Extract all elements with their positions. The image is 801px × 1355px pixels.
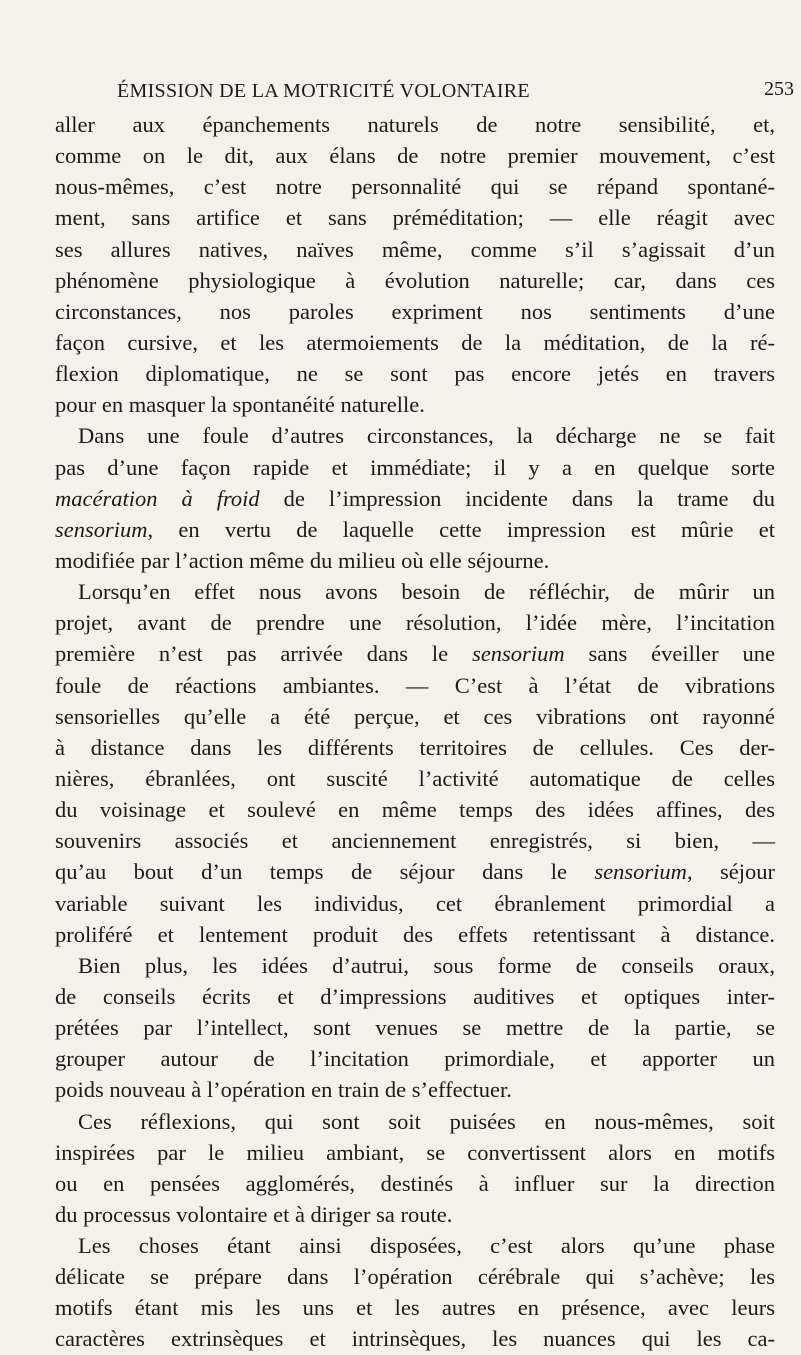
text-segment: aller aux épanchements naturels de notre sensibilité, et,: [55, 112, 775, 137]
text-line: [55, 919, 775, 950]
text-segment: nous-mêmes, c’est notre personnalité qui se répand spontané-: [55, 174, 775, 200]
text-line: [55, 1012, 775, 1043]
text-segment: pour en masquer la spontanéité naturelle.: [55, 392, 425, 418]
text-line: [55, 327, 775, 358]
text-line: [55, 1261, 775, 1292]
text-line: [55, 1199, 775, 1230]
text-segment: grouper autour de l’incitation primordiale, et apporter un: [55, 1046, 775, 1072]
text-segment: à distance dans les différents territoires de cellules. Ces der-: [55, 734, 775, 760]
italic-term: sensorium: [472, 641, 565, 667]
text-line: [55, 950, 775, 981]
text-line: [55, 856, 775, 887]
text-segment: circonstances, nos paroles expriment nos sentiments d’une: [55, 298, 775, 324]
text-segment: prétées par l’intellect, sont venues se mettre de la partie, se: [55, 1015, 775, 1041]
text-segment: poids nouveau à l’opération en train de s’effectuer.: [55, 1077, 512, 1103]
text-segment: qu’au bout d’un temps de séjour dans le: [55, 859, 595, 885]
text-segment: , séjour: [686, 859, 775, 885]
text-line: [55, 140, 775, 171]
text-line: [55, 701, 775, 732]
text-line: [55, 1137, 775, 1168]
text-line: [55, 202, 775, 233]
text-line: [55, 1292, 775, 1323]
text-segment: motifs étant mis les uns et les autres en présence, avec leurs: [55, 1295, 775, 1321]
text-segment: inspirées par le milieu ambiant, se convertissent alors en motifs: [55, 1139, 775, 1165]
text-segment: du voisinage et soulevé en même temps des idées affines, des: [55, 797, 775, 823]
text-segment: façon cursive, et les atermoiements de la méditation, de la ré-: [55, 329, 775, 355]
text-segment: Bien plus, les idées d’autrui, sous forme de conseils oraux,: [78, 952, 775, 978]
text-segment: ou en pensées agglomérés, destinés à influer sur la direction: [55, 1170, 775, 1196]
text-line: [55, 981, 775, 1012]
text-segment: nières, ébranlées, ont suscité l’activité automatique de celles: [55, 765, 775, 791]
text-line: [55, 1323, 775, 1354]
text-segment: comme on le dit, aux élans de notre premier mouvement, c’est: [55, 143, 775, 169]
text-segment: caractères extrinsèques et intrinsèques, les nuances qui les ca-: [55, 1326, 775, 1352]
text-line: [55, 420, 775, 451]
text-line: [55, 825, 775, 856]
text-line: [55, 794, 775, 825]
text-segment: flexion diplomatique, ne se sont pas encore jetés en travers: [55, 361, 775, 387]
text-line: [55, 389, 775, 420]
text-segment: de l’impression incidente dans la trame du: [259, 485, 776, 511]
text-segment: sans éveiller une: [564, 641, 775, 667]
text-line: [55, 265, 775, 296]
text-line: [55, 576, 775, 607]
text-segment: Ces réflexions, qui sont soit puisées en nous-mêmes, soit: [78, 1108, 775, 1134]
text-line: [55, 1230, 775, 1261]
text-segment: projet, avant de prendre une résolution, l’idée mère, l’incitation: [55, 610, 775, 636]
text-line: [55, 732, 775, 763]
text-segment: Dans une foule d’autres circonstances, la décharge ne se fait: [78, 423, 775, 449]
text-segment: du processus volontaire et à diriger sa route.: [55, 1201, 453, 1227]
text-line: [55, 483, 775, 514]
text-line: [55, 109, 775, 140]
text-segment: foule de réactions ambiantes. — C’est à l’état de vibrations: [55, 672, 775, 698]
text-segment: , en vertu de laquelle cette impression est mûrie et: [147, 516, 775, 542]
body-text: [55, 109, 775, 1355]
text-line: [55, 1074, 775, 1105]
text-line: [55, 888, 775, 919]
text-line: [55, 1043, 775, 1074]
text-segment: délicate se prépare dans l’opération cérébrale qui s’achève; les: [55, 1264, 775, 1290]
text-line: [55, 171, 775, 202]
text-segment: ses allures natives, naïves même, comme s’il s’agissait d’un: [55, 236, 775, 262]
text-segment: première n’est pas arrivée dans le: [55, 641, 473, 667]
text-segment: pas d’une façon rapide et immédiate; il y a en quelque sorte: [55, 454, 775, 480]
text-line: [55, 1106, 775, 1137]
italic-term: macération à froid: [55, 485, 260, 511]
text-line: [55, 670, 775, 701]
text-line: [55, 638, 775, 669]
text-line: [55, 1168, 775, 1199]
text-segment: de conseils écrits et d’impressions auditives et optiques inter-: [55, 983, 775, 1009]
text-segment: Lorsqu’en effet nous avons besoin de réfléchir, de mûrir un: [78, 579, 775, 605]
text-line: [55, 296, 775, 327]
italic-term: sensorium: [55, 516, 148, 542]
text-line: [55, 452, 775, 483]
text-segment: variable suivant les individus, cet ébranlement primordial a: [55, 890, 775, 916]
text-segment: souvenirs associés et anciennement enregistrés, si bien, —: [55, 828, 775, 854]
running-title: ÉMISSION DE LA MOTRICITÉ VOLONTAIRE: [117, 80, 530, 102]
text-line: [55, 763, 775, 794]
text-line: [55, 545, 775, 576]
text-line: [55, 607, 775, 638]
text-line: [55, 358, 775, 389]
text-segment: proliféré et lentement produit des effets retentissant à distance.: [55, 921, 775, 947]
text-segment: phénomène physiologique à évolution naturelle; car, dans ces: [55, 267, 775, 293]
text-line: [55, 514, 775, 545]
text-segment: Les choses étant ainsi disposées, c’est alors qu’une phase: [78, 1233, 775, 1259]
text-segment: modifiée par l’action même du milieu où elle séjourne.: [55, 547, 550, 573]
page-number: 253: [764, 78, 794, 100]
text-line: [55, 234, 775, 265]
text-segment: sensorielles qu’elle a été perçue, et ces vibrations ont rayonné: [55, 703, 775, 729]
italic-term: sensorium: [594, 859, 687, 885]
text-segment: ment, sans artifice et sans préméditation; — elle réagit avec: [55, 205, 775, 231]
